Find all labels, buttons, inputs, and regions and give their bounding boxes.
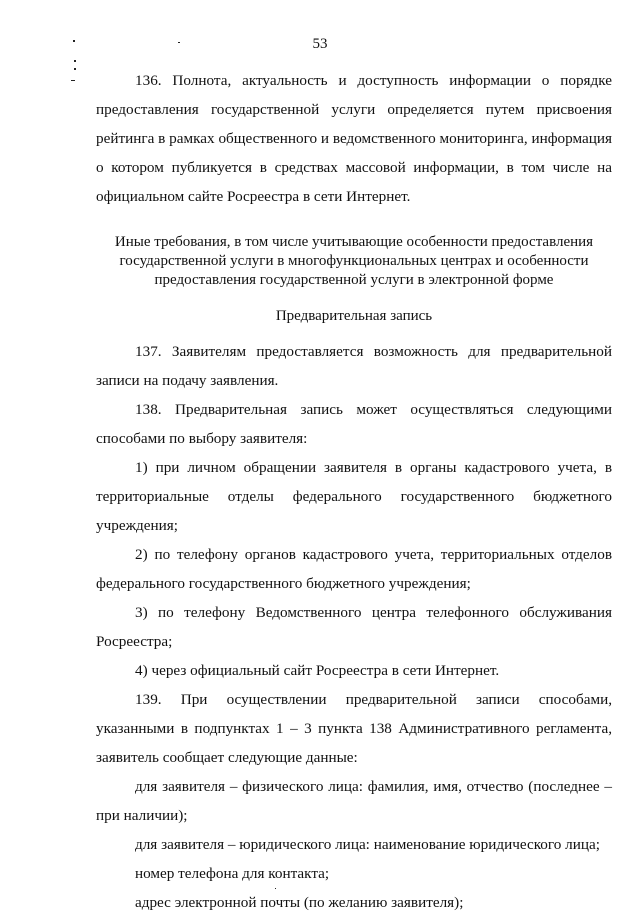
list-item: 4) через официальный сайт Росреестра в сети Интернет. xyxy=(135,662,500,679)
data-item: для заявителя – физического лица: фамилия, имя, отчество (последнее – при наличии); xyxy=(96,778,612,824)
list-item: 2) по телефону органов кадастрового учета, территориальных отделов федерального государственного бюджетного учреждения; xyxy=(96,546,612,592)
paragraph-139: 139. При осуществлении предварительной записи способами, указанными в подпунктах 1 – 3 пункта 138 Административного регламента, заявитель сообщает следующие данные: xyxy=(96,691,612,766)
page-number: 53 xyxy=(312,36,328,52)
list-item: 1) при личном обращении заявителя в органы кадастрового учета, в территориальные отделы федерального государственного бюджетного учреждения; xyxy=(96,459,612,534)
paragraph-136: 136. Полнота, актуальность и доступность информации о порядке предоставления государственной услуги определяется путем присвоения рейтинга в рамках общественного и ведомственного мониторинга, информация о котором публикуется в средствах массовой информации, в том числе на официальном сайте Росреестра в сети Интернет. xyxy=(96,72,612,205)
scan-dot xyxy=(74,60,76,62)
list-item: 3) по телефону Ведомственного центра телефонного обслуживания Росреестра; xyxy=(96,604,612,650)
data-item: адрес электронной почты (по желанию заявителя); xyxy=(135,894,464,911)
document-body xyxy=(96,66,612,917)
section-heading: Иные требования, в том числе учитывающие особенности предоставления государственной услуги в многофункциональных центрах и особенности предоставления государственной услуги в электронной форме xyxy=(114,234,594,288)
data-item: для заявителя – юридического лица: наименование юридического лица; xyxy=(135,836,600,853)
paragraph-137: 137. Заявителям предоставляется возможность для предварительной записи на подачу заявления. xyxy=(96,343,612,389)
paragraph-138: 138. Предварительная запись может осуществляться следующими способами по выбору заявителя: xyxy=(96,401,612,447)
data-item: номер телефона для контакта; xyxy=(135,865,330,882)
scan-dot xyxy=(74,68,76,70)
sub-heading: Предварительная запись xyxy=(275,308,433,324)
scan-dot xyxy=(71,80,75,81)
